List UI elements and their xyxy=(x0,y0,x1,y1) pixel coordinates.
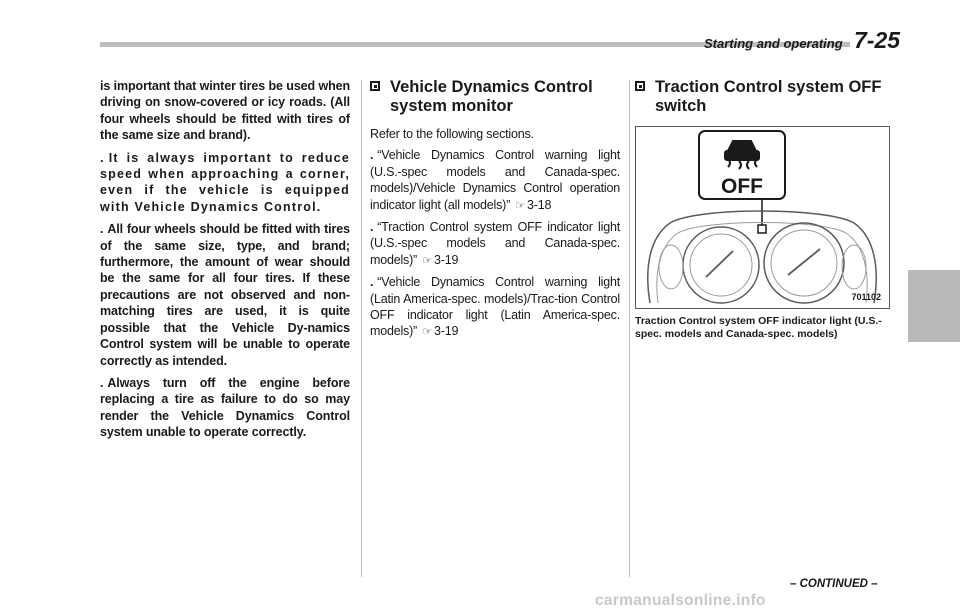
reference-arrow-icon: ☞ xyxy=(422,254,432,267)
column-left xyxy=(100,78,350,447)
section-heading-tcs-off-switch xyxy=(635,78,890,116)
reference-page[interactable]: 3-19 xyxy=(433,252,459,267)
header-section-title: Starting and operating xyxy=(704,36,843,51)
bullet-text: Always turn off the engine before replacing a tire as failure to do so may render the Vehicle Dynamics Control system unable to operate correctly. xyxy=(100,375,350,440)
watermark: carmanualsonline.info xyxy=(595,592,766,609)
bullet-marker: . xyxy=(100,150,105,165)
bullet-text: It is always important to reduce speed when approaching a corner, even if the vehicle is equipped with Vehicle Dynamics Control. xyxy=(100,150,350,214)
section-heading-text: Traction Control system OFF switch xyxy=(655,78,882,115)
paragraph-winter-tires: is important that winter tires be used when driving on snow-covered or icy roads. (All four wheels should be fitted with tires of the same size and brand). xyxy=(100,79,350,143)
bullet-same-tires xyxy=(100,221,350,369)
section-heading-text: Vehicle Dynamics Control system monitor xyxy=(390,78,593,115)
reference-text: “Vehicle Dynamics Control warning light (U.S.-spec models and Canada-spec. models)/Vehicle Dynamics Control operation indicator light (all models)” xyxy=(370,148,620,212)
bullet-turn-off-engine xyxy=(100,375,350,441)
reference-arrow-icon: ☞ xyxy=(515,199,526,212)
reference-page[interactable]: 3-18 xyxy=(527,197,552,212)
reference-item-1: . “Vehicle Dynamics Control warning light (U.S.-spec models and Canada-spec. models)/Vehicle Dynamics Control operation indicator light (all models)” ☞ 3-18 xyxy=(370,148,620,212)
instrument-cluster-illustration xyxy=(636,127,889,308)
page-number: 7-25 xyxy=(854,27,901,53)
section-marker-icon xyxy=(635,81,645,91)
chapter-thumb-tab xyxy=(908,270,960,342)
bullet-reduce-speed xyxy=(100,150,350,216)
bullet-marker: . xyxy=(100,222,104,237)
reference-item-2: . “Traction Control system OFF indicator light (U.S.-spec models and Canada-spec. models)” ☞ 3-19 xyxy=(370,220,620,267)
reference-arrow-icon: ☞ xyxy=(422,326,432,339)
reference-page[interactable]: 3-19 xyxy=(433,324,459,339)
reference-text: “Traction Control system OFF indicator light (U.S.-spec models and Canada-spec. models)” xyxy=(370,220,620,267)
bullet-text: All four wheels should be fitted with tires of the same size, type, and brand; furthermore, the amount of wear should be the same for all four tires. If these precautions are not observed and non-matching tires are used, it is quite possible that the Vehicle Dy-namics Control system will be unable to operate correctly as intended. xyxy=(100,222,350,368)
reference-text: “Vehicle Dynamics Control warning light (Latin America-spec. models)/Trac-tion Control OFF indicator light (Latin America-spec. models)” xyxy=(370,275,620,339)
section-marker-icon xyxy=(370,81,380,91)
off-label: OFF xyxy=(721,175,763,198)
figure-code: 701102 xyxy=(851,292,881,302)
column-right xyxy=(635,78,890,341)
figure-instrument-cluster xyxy=(635,126,890,309)
column-divider-1 xyxy=(361,80,362,577)
section-heading-vdc-monitor xyxy=(370,78,620,116)
reference-item-3: . “Vehicle Dynamics Control warning light (Latin America-spec. models)/Trac-tion Control OFF indicator light (Latin America-spec. models)” ☞ 3-19 xyxy=(370,275,620,339)
continued-marker: – CONTINUED – xyxy=(790,578,878,590)
column-middle xyxy=(370,78,620,346)
column-divider-2 xyxy=(629,80,630,577)
figure-caption: Traction Control system OFF indicator light (U.S.-spec. models and Canada-spec. models) xyxy=(635,315,882,340)
bullet-marker: . xyxy=(100,375,104,390)
intro-text: Refer to the following sections. xyxy=(370,127,534,141)
